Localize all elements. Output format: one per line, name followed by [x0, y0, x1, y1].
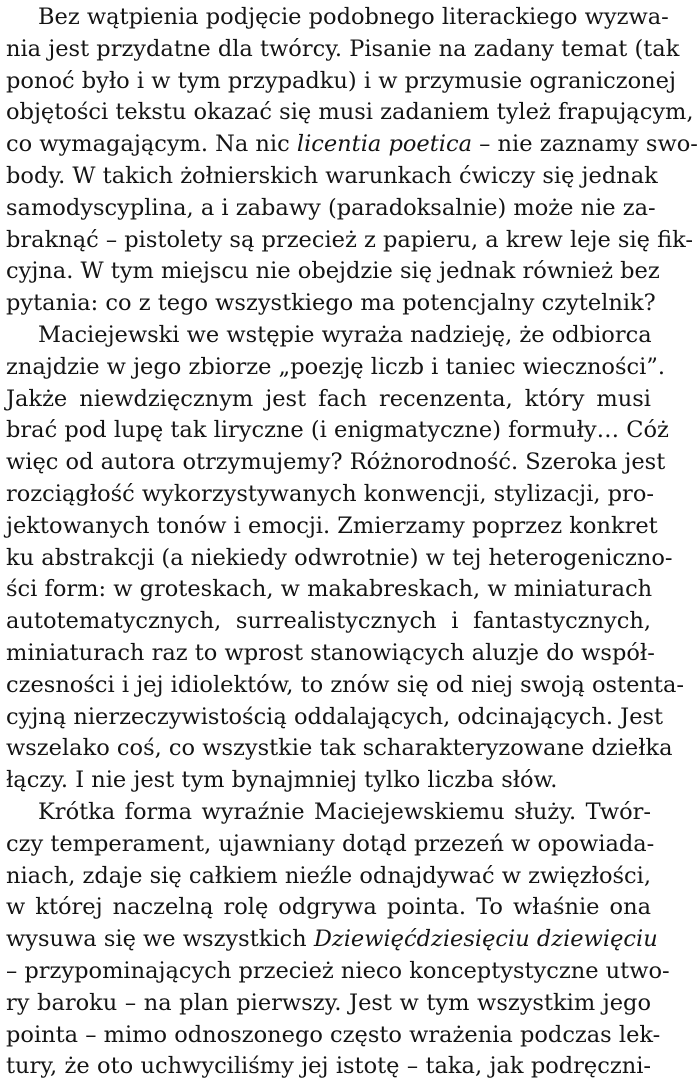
text-line: wszelako coś, co wszystkie tak scharakteryzowane dziełka — [6, 735, 673, 762]
text-line: cyjną nierzeczywistością oddalających, odcinających. Jest — [6, 703, 664, 730]
text-line: brać pod lupę tak liryczne (i enigmatyczne) formuły… Cóż — [6, 417, 669, 444]
text-line: ku abstrakcji (a niekiedy odwrotnie) w tej heterogeniczno- — [6, 544, 673, 571]
paragraph-1 — [6, 2, 698, 320]
text-line: pointa – mimo odnoszonego często wrażenia podczas lek- — [6, 1021, 661, 1048]
document-page — [6, 2, 698, 1083]
text-line: ści form: w groteskach, w makabreskach, w miniaturach — [6, 576, 653, 603]
text-line: samodyscyplina, a i zabawy (paradoksalnie) może nie za- — [6, 194, 656, 221]
text-line: więc od autora otrzymujemy? Różnorodność. Szeroka jest — [6, 449, 666, 476]
text-line: tury, że oto uchwyciliśmy jej istotę – taka, jak podręczni- — [6, 1053, 651, 1080]
text-line: co wymagającym. Na nic licentia poetica – nie zaznamy swo- — [6, 131, 698, 158]
text-line: Jakże niewdzięcznym jest fach recenzenta, który musi — [6, 385, 651, 412]
text-line: Bez wątpienia podjęcie podobnego literackiego wyzwa- — [38, 4, 669, 30]
text-line: Krótka forma wyraźnie Maciejewskiemu służy. Twór- — [38, 798, 651, 825]
text-line: w której naczelną rolę odgrywa pointa. To właśnie ona — [6, 894, 651, 921]
text-line: niach, zdaje się całkiem nieźle odnajdywać w zwięzłości, — [6, 862, 651, 889]
italic-phrase: Dziewięćdziesięciu dziewięciu — [313, 926, 658, 953]
text-line: – przypominających przecież nieco konceptystyczne utwo- — [6, 957, 670, 984]
text-line: czy temperament, ujawniany dotąd przezeń w opowiada- — [6, 830, 655, 857]
text-line: autotematycznych, surrealistycznych i fantastycznych, — [6, 608, 651, 635]
text-line: czesności i jej idiolektów, to znów się od niej swoją ostenta- — [6, 671, 684, 698]
text-line: nia jest przydatne dla twórcy. Pisanie na zadany temat (tak — [6, 35, 680, 62]
text-line: ponoć było i w tym przypadku) i w przymusie ograniczonej — [6, 67, 676, 94]
italic-phrase: licentia poetica — [296, 131, 472, 158]
paragraph-3 — [6, 797, 670, 1083]
text-line: braknąć – pistolety są przecież z papieru, a krew leje się fik- — [6, 226, 693, 253]
text-line: łączy. I nie jest tym bynajmniej tylko liczba słów. — [6, 767, 558, 794]
text-line: miniaturach raz to wprost stanowiących aluzje do współ- — [6, 639, 655, 666]
text-line: body. W takich żołnierskich warunkach ćwiczy się jednak — [6, 162, 658, 189]
text-line: jektowanych tonów i emocji. Zmierzamy poprzez konkret — [6, 512, 658, 539]
text-line: cyjna. W tym miejscu nie obejdzie się jednak również bez — [6, 258, 660, 285]
text-line: pytania: co z tego wszystkiego ma potencjalny czytelnik? — [6, 290, 656, 317]
text-line: rozciągłość wykorzystywanych konwencji, stylizacji, pro- — [6, 480, 654, 507]
paragraph-2 — [6, 320, 684, 797]
text-line: ry baroku – na plan pierwszy. Jest w tym wszystkim jego — [6, 989, 651, 1016]
text-line: objętości tekstu okazać się musi zadaniem tyleż frapującym, — [6, 99, 694, 126]
text-line: Maciejewski we wstępie wyraża nadzieję, że odbiorca — [38, 321, 652, 348]
text-line: wysuwa się we wszystkich Dziewięćdziesięciu dziewięciu — [6, 926, 658, 953]
text-line: znajdzie w jego zbiorze „poezję liczb i taniec wieczności”. — [6, 353, 665, 380]
